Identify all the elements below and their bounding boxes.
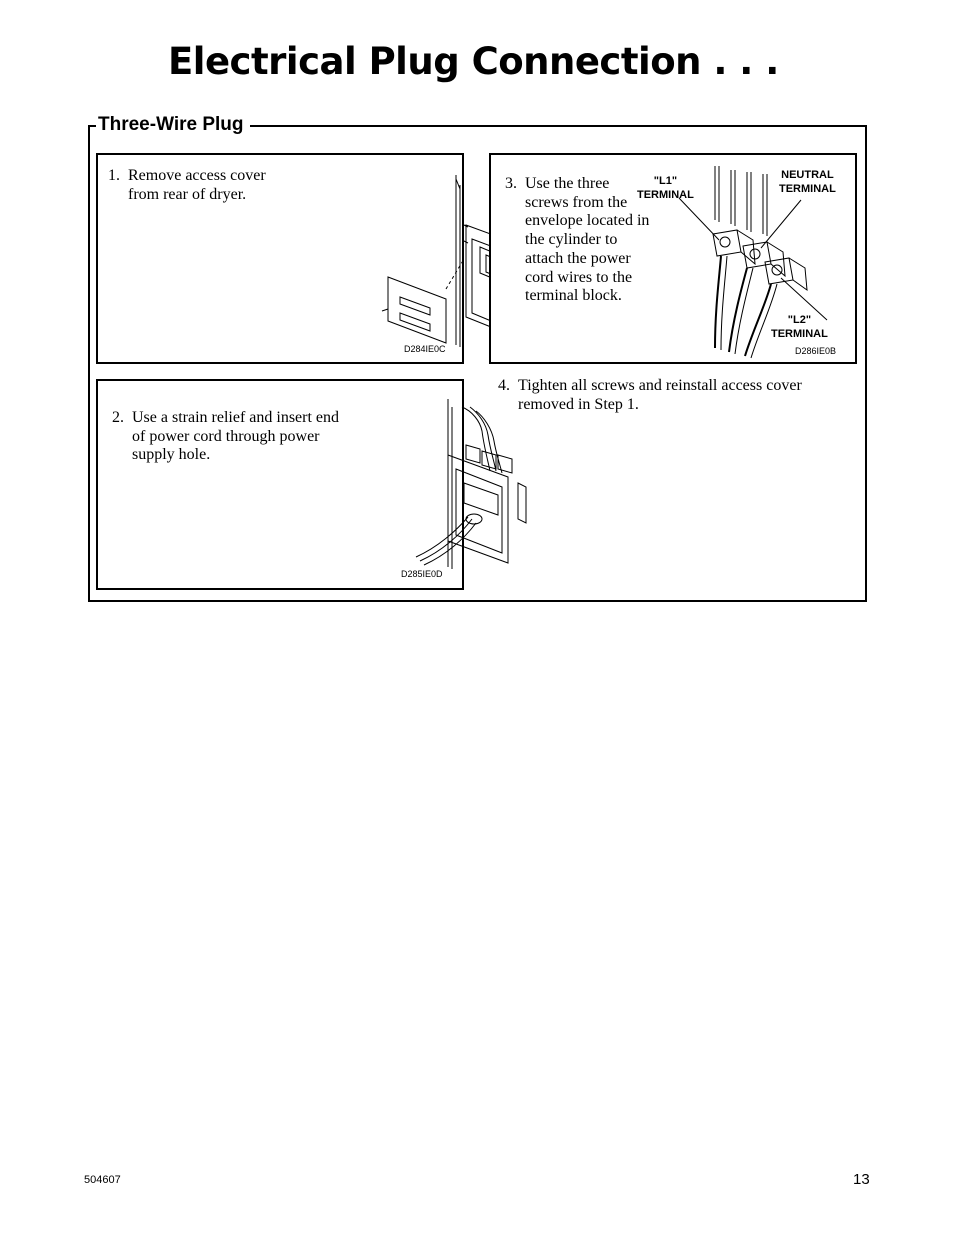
figure-code: D286IE0B: [795, 346, 837, 356]
step-number: 3.: [505, 175, 517, 192]
step-text: Use the three screws from the envelope located in the cylinder to attach the power cord wires to the terminal block.: [525, 175, 650, 305]
page-title: Electrical Plug Connection . . .: [168, 40, 779, 83]
l1-terminal-label: "L1" TERMINAL: [637, 175, 694, 201]
figure-code: D284IE0C: [404, 344, 446, 354]
step-3-instruction: [505, 175, 655, 306]
step-number: 2.: [112, 409, 124, 426]
l2-terminal-label: "L2" TERMINAL: [771, 314, 828, 340]
remove-access-cover-illustration: [268, 165, 468, 355]
step-2-panel: [96, 379, 464, 590]
strain-relief-illustration: [258, 391, 458, 581]
neutral-terminal-label: NEUTRAL TERMINAL: [779, 169, 836, 195]
step-text: Use a strain relief and insert end of power cord through power supply hole.: [132, 409, 340, 464]
step-number: 1.: [108, 167, 120, 184]
page-number: 13: [853, 1171, 870, 1188]
step-1-instruction: [108, 167, 278, 204]
document-number: 504607: [84, 1174, 121, 1186]
figure-code: D285IE0D: [401, 569, 443, 579]
step-3-panel: [489, 153, 857, 364]
step-text: Tighten all screws and reinstall access cover removed in Step 1.: [518, 377, 802, 413]
section-heading: Three-Wire Plug: [96, 114, 250, 136]
step-4-instruction: [498, 377, 848, 414]
step-1-panel: [96, 153, 464, 364]
step-number: 4.: [498, 377, 510, 394]
step-text: Remove access cover from rear of dryer.: [128, 167, 266, 203]
